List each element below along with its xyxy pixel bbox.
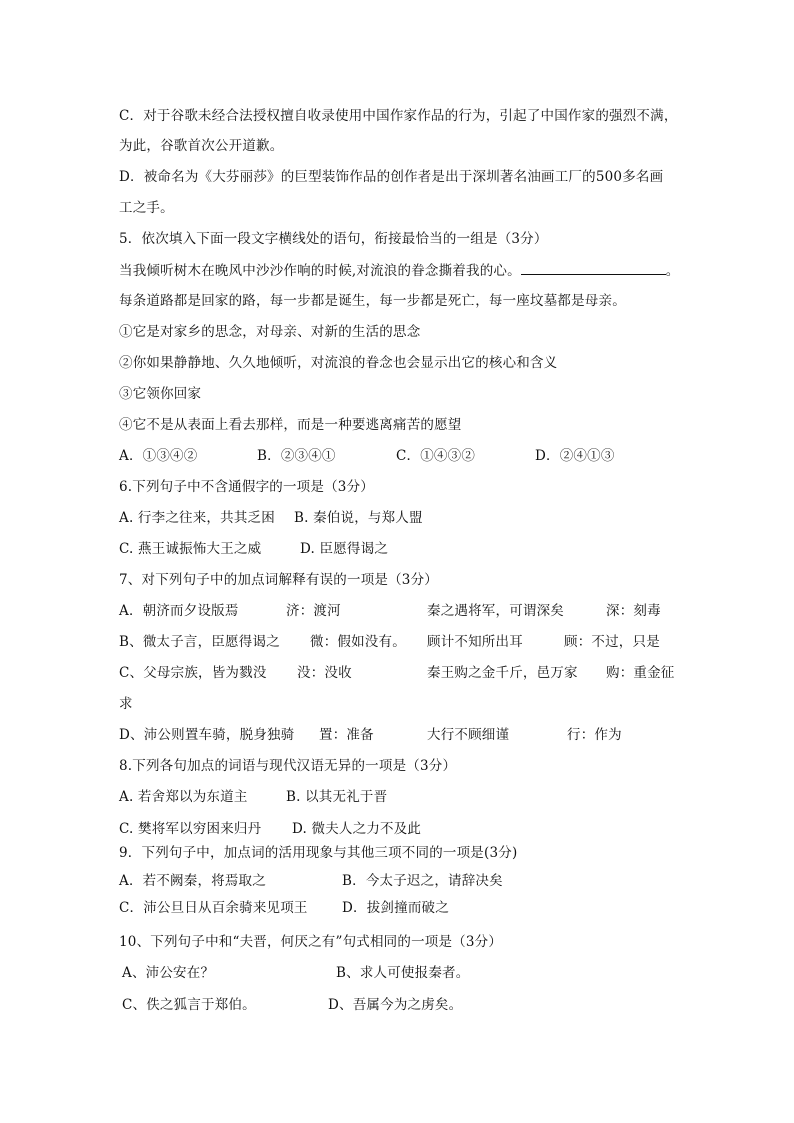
q6-option-d[interactable]: D. 臣愿得谒之 <box>300 541 389 557</box>
q5-option-b[interactable]: B．②③④① <box>257 448 336 464</box>
q7-row-c-continued: 求 <box>119 696 133 712</box>
q5-option-d[interactable]: D．②④①③ <box>535 448 615 464</box>
q8-option-a[interactable]: A. 若舍郑以为东道主 <box>119 789 248 805</box>
q10-option-a[interactable]: A、沛公安在？ <box>122 965 215 981</box>
q7-title: 7、对下列句子中的加点词解释有误的一项是（3分） <box>119 572 438 588</box>
q5-title: 5．依次填入下面一段文字横线处的语句，衔接最恰当的一组是（3分） <box>119 231 548 247</box>
q7-d-gloss-1: 置：准备 <box>319 727 374 743</box>
q5-item-1: ①它是对家乡的思念，对母亲、对新的生活的思念 <box>119 324 421 340</box>
q7-c-sentence-1[interactable]: C、父母宗族，皆为戮没 <box>119 665 267 681</box>
q5-passage-text: 当我倾听树木在晚风中沙沙作响的时候,对流浪的眷念撕着我的心。 <box>119 263 521 279</box>
q5-option-c[interactable]: C．①④③② <box>396 448 476 464</box>
q7-b-gloss-2: 顾：不过，只是 <box>564 634 660 650</box>
q7-c-sentence-2: 秦王购之金千斤，邑万家 <box>427 665 578 681</box>
option-d-line-2: 工之手。 <box>119 200 174 216</box>
option-d-line-1: D．被命名为《大芬丽莎》的巨型装饰作品的创作者是出于深圳著名油画工厂的500多名画 <box>119 169 664 185</box>
q5-item-4: ④它不是从表面上看去那样，而是一种要逃离痛苦的愿望 <box>119 417 462 433</box>
q5-option-a[interactable]: A．①③④② <box>119 448 198 464</box>
q8-title: 8.下列各句加点的词语与现代汉语无异的一项是（3分） <box>119 758 457 774</box>
q10-option-d[interactable]: D、吾属今为之虏矣。 <box>328 997 463 1013</box>
q6-option-c[interactable]: C. 燕王诚振怖大王之威 <box>119 541 262 557</box>
q6-option-a[interactable]: A. 行李之往来，共其乏困 <box>119 510 275 526</box>
q7-a-gloss-2: 深：刻毒 <box>606 603 661 619</box>
q7-d-sentence-2: 大行不顾细谨 <box>427 727 510 743</box>
q9-title: 9．下列句子中，加点词的活用现象与其他三项不同的一项是(3分) <box>119 845 518 861</box>
option-c-line-2: 为此，谷歌首次公开道歉。 <box>119 138 284 154</box>
q8-option-c[interactable]: C. 樊将军以穷困来归丹 <box>119 821 262 837</box>
q9-option-b[interactable]: B．今太子迟之，请辞决矣 <box>342 873 503 889</box>
fill-in-blank[interactable] <box>521 261 666 275</box>
q10-title: 10、下列句子中和“夫晋，何厌之有”句式相同的一项是（3分） <box>119 934 503 950</box>
q5-item-2: ②你如果静静地、久久地倾听，对流浪的眷念也会显示出它的核心和含义 <box>119 355 558 371</box>
q6-option-b[interactable]: B. 秦伯说，与郑人盟 <box>294 510 423 526</box>
q7-c-gloss-1: 没：没收 <box>297 665 352 681</box>
q7-a-gloss-1: 济：渡河 <box>286 603 341 619</box>
q10-option-b[interactable]: B、求人可使报秦者。 <box>336 965 470 981</box>
q9-option-c[interactable]: C．沛公旦日从百余骑来见项王 <box>119 900 308 916</box>
q9-option-a[interactable]: A．若不阙秦，将焉取之 <box>119 873 266 889</box>
q7-b-gloss-1: 微：假如没有。 <box>310 634 406 650</box>
q6-title: 6.下列句子中不含通假字的一项是（3分） <box>119 479 374 495</box>
q7-a-sentence-1[interactable]: A．朝济而夕设版焉 <box>119 603 239 619</box>
q7-d-sentence-1[interactable]: D、沛公则置车骑，脱身独骑 <box>119 727 295 743</box>
q7-c-gloss-2: 购：重金征 <box>606 665 675 681</box>
q8-option-b[interactable]: B. 以其无礼于晋 <box>286 789 388 805</box>
q5-passage-line-1 <box>119 261 680 280</box>
q5-passage-line-2: 每条道路都是回家的路，每一步都是诞生，每一步都是死亡，每一座坟墓都是母亲。 <box>119 293 626 309</box>
q5-passage-period: 。 <box>665 263 680 279</box>
q7-d-gloss-2: 行：作为 <box>567 727 622 743</box>
q5-item-3: ③它领你回家 <box>119 386 202 402</box>
q10-option-c[interactable]: C、佚之狐言于郑伯。 <box>122 997 256 1013</box>
q7-b-sentence-2: 顾计不知所出耳 <box>427 634 523 650</box>
option-c-line-1: C．对于谷歌未经合法授权擅自收录使用中国作家作品的行为，引起了中国作家的强烈不满， <box>119 108 678 124</box>
q7-b-sentence-1[interactable]: B、微太子言，臣愿得谒之 <box>119 634 280 650</box>
q9-option-d[interactable]: D．拔剑撞而破之 <box>342 900 449 916</box>
q8-option-d[interactable]: D. 微夫人之力不及此 <box>292 821 422 837</box>
q7-a-sentence-2: 秦之遇将军，可谓深矣 <box>427 603 564 619</box>
